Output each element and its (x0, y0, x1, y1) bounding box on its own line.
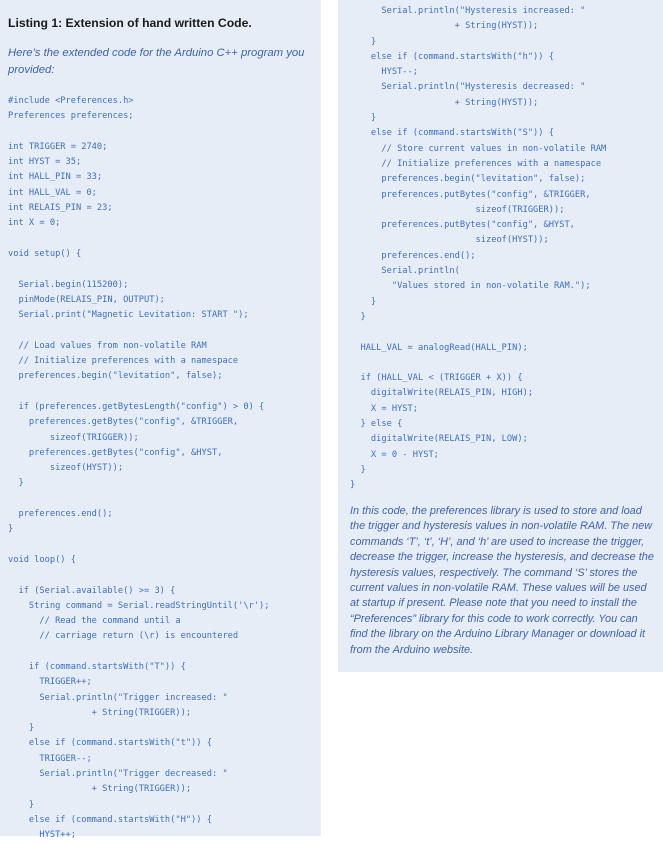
listing-intro: Here’s the extended code for the Arduino C++ program you provided: (8, 47, 305, 76)
code-block-left: #include <Preferences.h> Preferences preferences; int TRIGGER = 2740; int HYST = 35; int HALL_PIN = 33; int HALL_VAL = 0; int RELAIS_PIN = 23; int X = 0; void setup() { Serial.begin(115200); pinMode(RELAIS_PIN, OUTPUT); Serial.print("Magnetic Levitation: START "); // Load values from non-volatile RAM // Initialize preferences with a namespace preferences.begin("levitation", false); if (preferences.getBytesLength("config") > 0) { preferences.getBytes("config", &TRIGGER, sizeof(TRIGGER)); preferences.getBytes("config", &HYST, sizeof(HYST)); } preferences.end(); } void loop() { if (Serial.available() >= 3) { String command = Serial.readStringUntil('\r'); // Read the command until a // carriage return (\r) is encountered if (command.startsWith("T")) { TRIGGER++; Serial.println("Trigger increased: " + String(TRIGGER)); } else if (command.startsWith("t")) { TRIGGER--; Serial.println("Trigger decreased: " + String(TRIGGER)); } else if (command.startsWith("H")) { HYST++; (8, 96, 270, 841)
listing-title: Listing 1: Extension of hand written Code. (8, 16, 252, 30)
listing-panel-left (0, 0, 321, 841)
code-block-right: Serial.println("Hysteresis increased: " + String(HYST)); } else if (command.startsWith("h")) { HYST--; Serial.println("Hysteresis decreased: " + String(HYST)); } else if (command.startsWith("S")) { // Store current values in non-volatile RAM // Initialize preferences with a namespace preferences.begin("levitation", false); preferences.putBytes("config", &TRIGGER, sizeof(TRIGGER)); preferences.putBytes("config", &HYST, sizeof(HYST)); preferences.end(); Serial.println( "Values stored in non-volatile RAM."); } } HALL_VAL = analogRead(HALL_PIN); if (HALL_VAL < (TRIGGER + X)) { digitalWrite(RELAIS_PIN, HIGH); X = HYST; } else { digitalWrite(RELAIS_PIN, LOW); X = 0 - HYST; } } (350, 6, 607, 491)
explanation-paragraph: In this code, the preferences library is used to store and load the trigger and hysteresis values in non-volatile RAM. The new commands ‘T’, ‘t’, ‘H’, and ‘h’ are used to increase the trigger, decrease the trigger, increase the hysteresis, and decrease the hysteresis values, respectively. The command ‘S’ stores the current values in non-volatile RAM. These values will be used at startup if present. Please note that you need to install the “Preferences” library for this code to work correctly. You can find the library on the Arduino Library Manager or download it from the Arduino website. (350, 505, 654, 656)
listing-panel-right (338, 0, 663, 672)
